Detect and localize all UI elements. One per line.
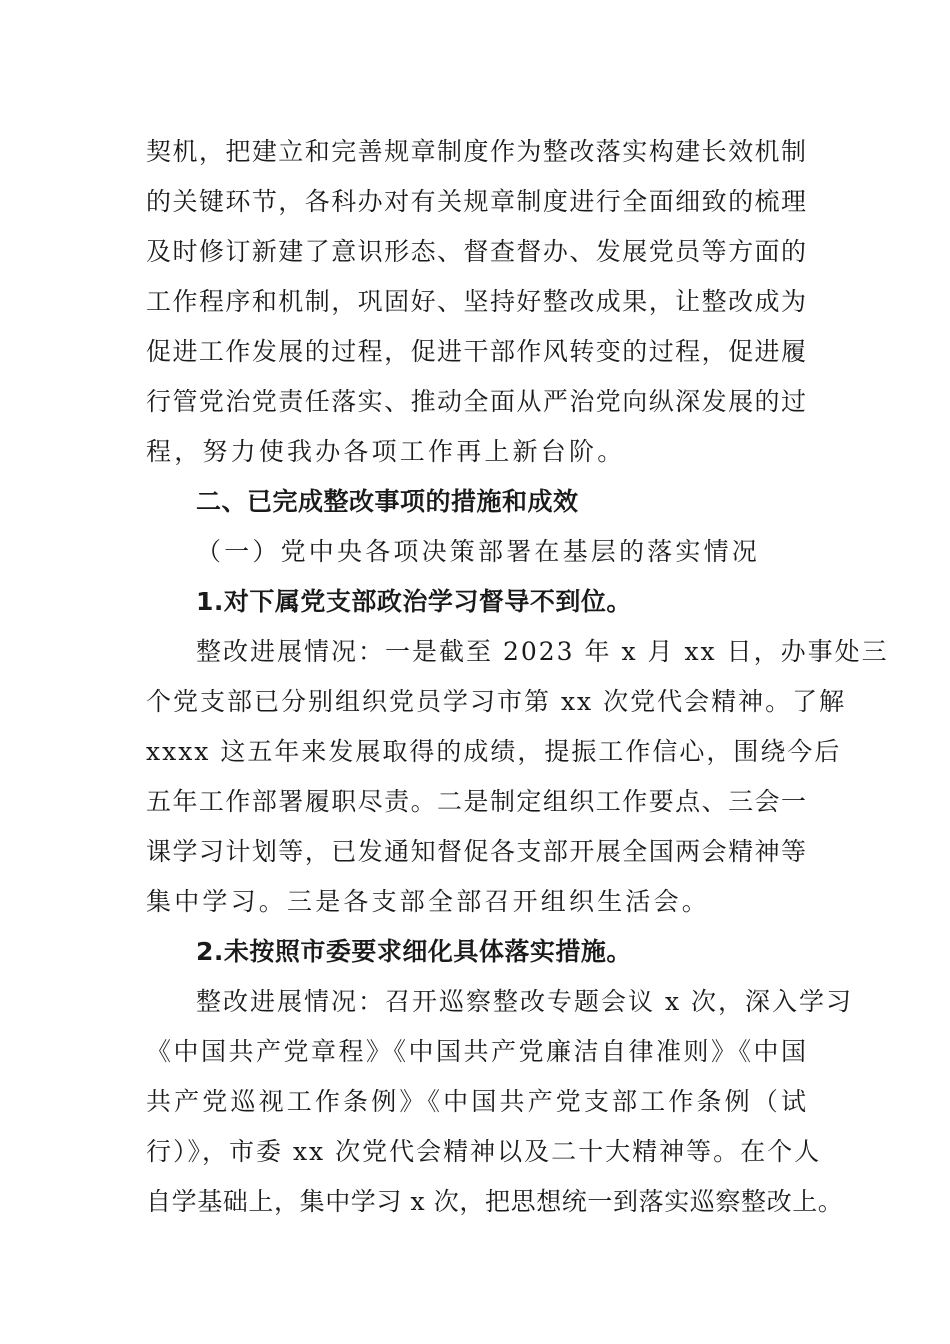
paragraph-line: 行管党治党责任落实、推动全面从严治党向纵深发展的过 — [146, 387, 806, 416]
paragraph-line: 集中学习。三是各支部全部召开组织生活会。 — [146, 887, 711, 916]
paragraph-line: 课学习计划等，已发通知督促各支部开展全国两会精神等 — [146, 837, 806, 866]
paragraph-line: 自学基础上，集中学习 x 次，把思想统一到落实巡察整改上。 — [146, 1187, 844, 1216]
paragraph-line: 《中国共产党章程》《中国共产党廉洁自律准则》《中国 — [146, 1037, 806, 1066]
section-heading: 二、已完成整改事项的措施和成效 — [196, 487, 579, 516]
paragraph-line: xxxx 这五年来发展取得的成绩，提振工作信心，围绕今后 — [146, 737, 842, 766]
paragraph-line: 整改进展情况：召开巡察整改专题会议 x 次，深入学习 — [196, 987, 853, 1016]
paragraph-line: 个党支部已分别组织党员学习市第 xx 次党代会精神。了解 — [146, 687, 847, 716]
paragraph-line: 及时修订新建了意识形态、督查督办、发展党员等方面的 — [146, 237, 806, 266]
paragraph-line: 的关键环节，各科办对有关规章制度进行全面细致的梳理 — [146, 187, 806, 216]
item-2-heading: 2.未按照市委要求细化具体落实措施。 — [196, 937, 632, 966]
paragraph-line: 整改进展情况：一是截至 2023 年 x 月 xx 日，办事处三 — [196, 637, 889, 666]
paragraph-line: 共产党巡视工作条例》《中国共产党支部工作条例（试 — [146, 1087, 806, 1116]
sub-heading: （一）党中央各项决策部署在基层的落实情况 — [196, 537, 761, 566]
paragraph-line: 五年工作部署履职尽责。二是制定组织工作要点、三会一 — [146, 787, 806, 816]
paragraph-line: 程，努力使我办各项工作再上新台阶。 — [146, 437, 626, 466]
paragraph-line: 行）》，市委 xx 次党代会精神以及二十大精神等。在个人 — [146, 1137, 822, 1166]
paragraph-line: 契机，把建立和完善规章制度作为整改落实构建长效机制 — [146, 137, 806, 166]
paragraph-line: 工作程序和机制，巩固好、坚持好整改成果，让整改成为 — [146, 287, 806, 316]
item-1-heading: 1.对下属党支部政治学习督导不到位。 — [196, 587, 632, 616]
paragraph-line: 促进工作发展的过程，促进干部作风转变的过程，促进履 — [146, 337, 806, 366]
